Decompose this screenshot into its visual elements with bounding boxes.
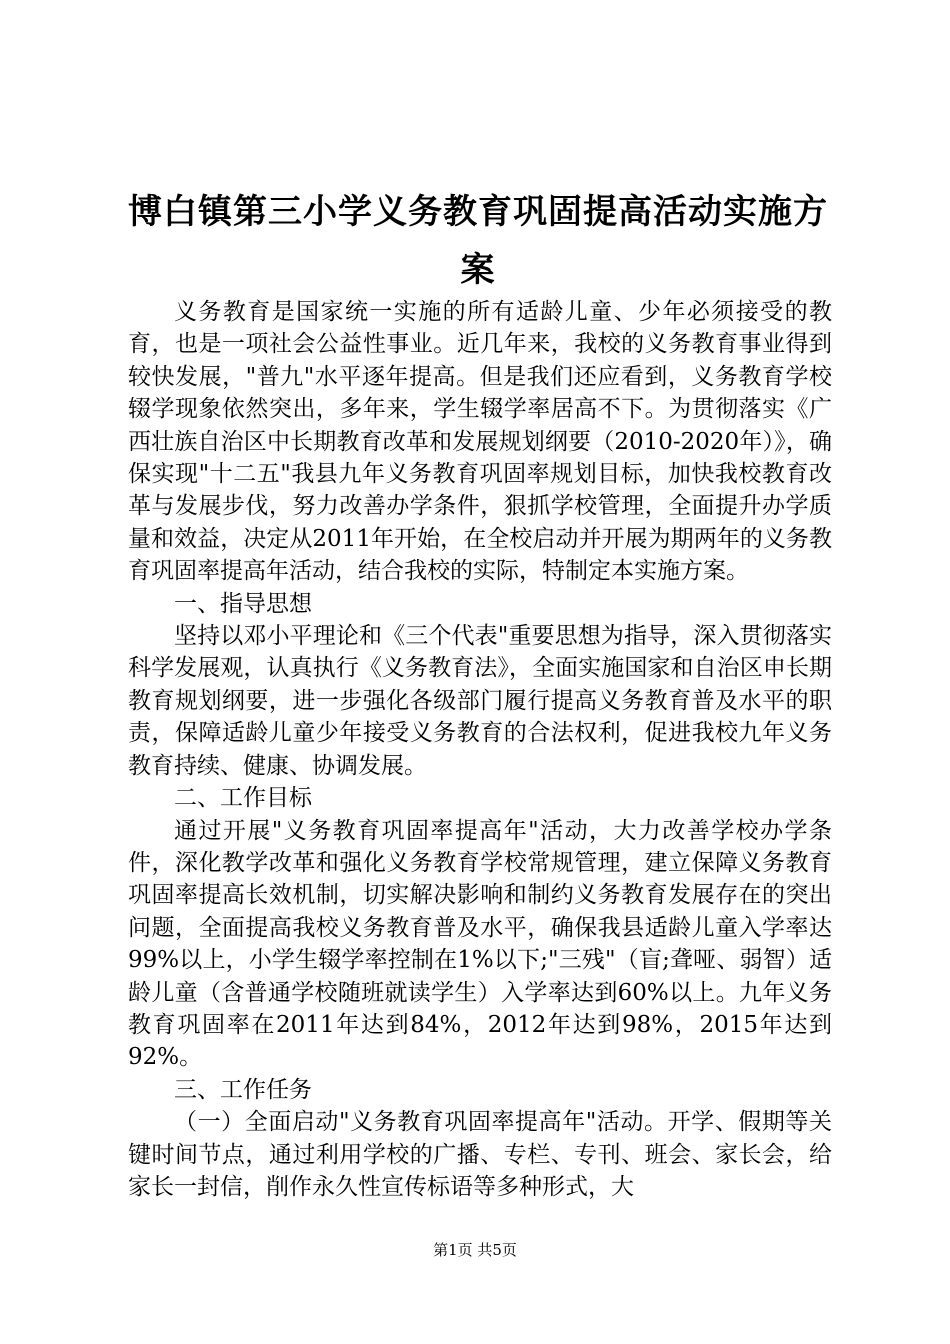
intro-paragraph: 义务教育是国家统一实施的所有适龄儿童、少年必须接受的教育，也是一项社会公益性事业。近几年来，我校的义务教育事业得到较快发展，"普九"水平逐年提高。但是我们还应看到，义务教育学校辍学现象依然突出，多年来，学生辍学率居高不下。为贯彻落实《广西壮族自治区中长期教育改革和发展规划纲要（2010-2020年）》，确保实现"十二五"我县九年义务教育巩固率规划目标，加快我校教育改革与发展步伐，努力改善办学条件，狠抓学校管理，全面提升办学质量和效益，决定从2011年开始，在全校启动并开展为期两年的义务教育巩固率提高年活动，结合我校的实际，特制定本实施方案。 bbox=[128, 299, 832, 585]
page-number-footer: 第1页 共5页 bbox=[433, 1241, 517, 1259]
work-goals-paragraph: 通过开展"义务教育巩固率提高年"活动，大力改善学校办学条件，深化教学改革和强化义务教育学校常规管理，建立保障义务教育巩固率提高长效机制，切实解决影响和制约义务教育发展存在的突出问题，全面提高我校义务教育普及水平，确保我县适龄儿童入学率达99%以上，小学生辍学率控制在1%以下;"三残"（盲;聋哑、弱智）适龄儿童（含普通学校随班就读学生）入学率达到60%以上。九年义务教育巩固率在2011年达到84%，2012年达到98%，2015年达到92%。 bbox=[128, 817, 832, 1071]
section-heading-work-goals: 二、工作目标 bbox=[174, 785, 312, 812]
section-heading-guiding-ideology: 一、指导思想 bbox=[174, 590, 312, 617]
guiding-ideology-paragraph: 坚持以邓小平理论和《三个代表"重要思想为指导，深入贯彻落实科学发展观，认真执行《义务教育法》，全面实施国家和自治区申长期教育规划纲要，进一步强化各级部门履行提高义务教育普及水平的职责，保障适龄儿童少年接受义务教育的合法权利，促进我校九年义务教育持续、健康、协调发展。 bbox=[128, 623, 832, 779]
document-body bbox=[128, 296, 832, 1203]
work-tasks-paragraph: （一）全面启动"义务教育巩固率提高年"活动。开学、假期等关键时间节点，通过利用学校的广播、专栏、专刊、班会、家长会，给家长一封信，削作永久性宣传标语等多种形式，大 bbox=[128, 1109, 832, 1200]
document-title: 博白镇第三小学义务教育巩固提高活动实施方案 bbox=[128, 192, 828, 290]
section-heading-work-tasks: 三、工作任务 bbox=[174, 1076, 312, 1103]
